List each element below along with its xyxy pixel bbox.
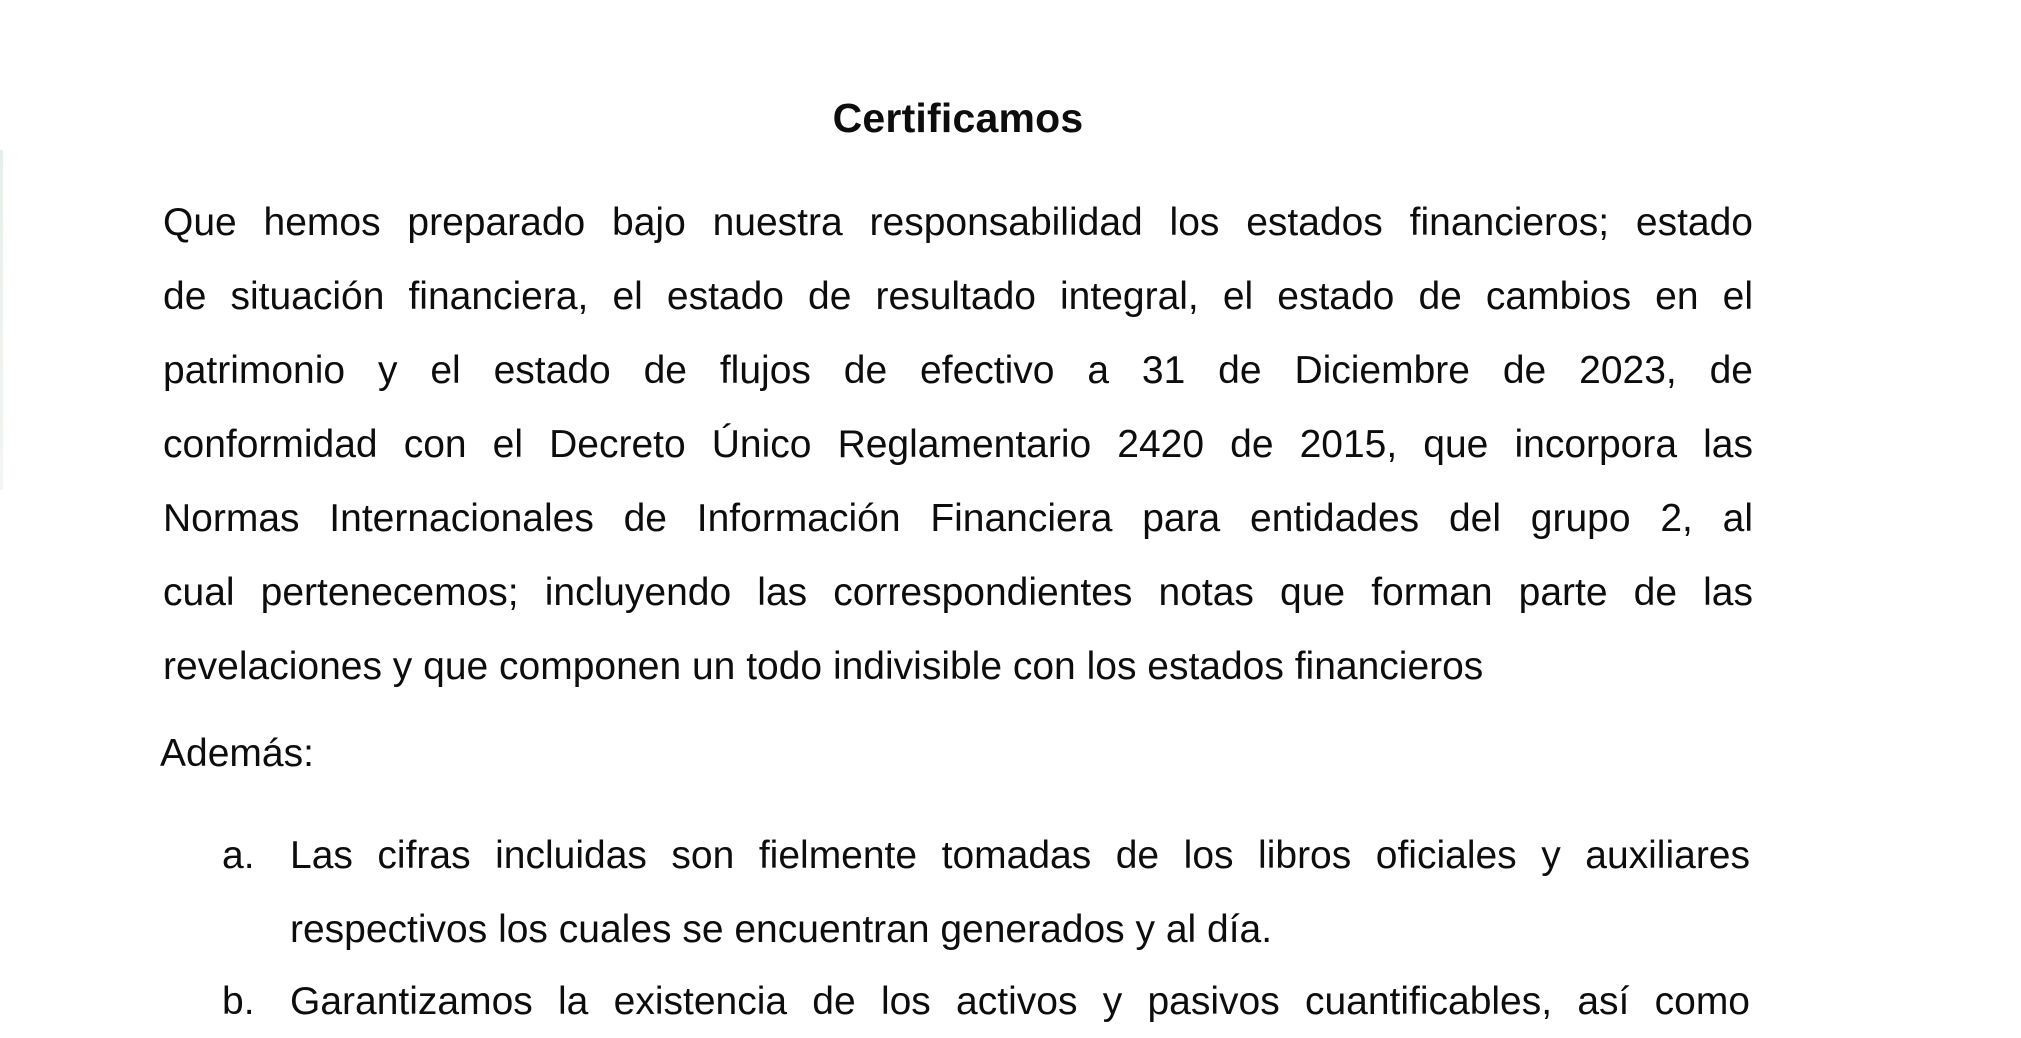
list-item-line: Garantizamos la existencia de los activos y pasivos cuantificables, así como [290,980,1750,1023]
list-item-line: respectivos los cuales se encuentran generados y al día. [290,908,1273,951]
paragraph-line: cual pertenecemos; incluyendo las correspondientes notas que forman parte de las [163,571,1753,614]
list-marker: b. [222,980,255,1023]
paragraph-line: conformidad con el Decreto Único Reglamentario 2420 de 2015, que incorpora las [163,423,1753,466]
list-item-line: Las cifras incluidas son fielmente tomadas de los libros oficiales y auxiliares [290,834,1750,877]
paragraph-line: de situación financiera, el estado de resultado integral, el estado de cambios en el [163,275,1753,318]
certification-paragraph [163,186,1753,704]
scan-edge-mark [0,150,3,490]
paragraph-line: Normas Internacionales de Información Financiera para entidades del grupo 2, al [163,497,1753,540]
paragraph-line: revelaciones y que componen un todo indivisible con los estados financieros [163,645,1484,688]
list-marker: a. [222,834,255,877]
list-item-text [290,819,1750,967]
list-item-text [290,965,1750,1038]
ademas-label: Además: [160,732,314,775]
paragraph-line: Que hemos preparado bajo nuestra responsabilidad los estados financieros; estado [163,201,1753,244]
document-title: Certificamos [832,95,1084,141]
paragraph-line: patrimonio y el estado de flujos de efectivo a 31 de Diciembre de 2023, de [163,349,1753,392]
